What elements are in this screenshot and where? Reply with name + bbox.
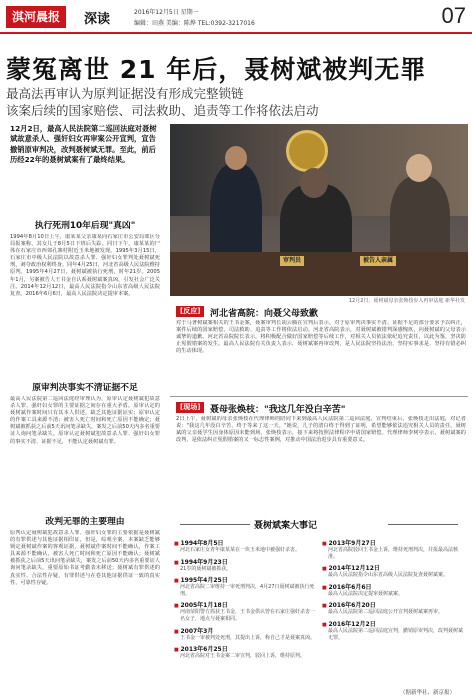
subtitle-2: 该案后续的国家赔偿、司法救助、追责等工作将依法启动 [6,103,319,118]
section-body-2: 最高人民法院第二巡回法庭经审理认为，原审认定聂树斌犯故意杀人罪、强奸妇女罪的主要证据之间存在重大矛盾。原审认定的聂树斌作案时间只有其本人供述，缺乏其他证据证实；原审认定的作案工具来源不清；被害人死亡时间和死亡原因不能确定；聂树斌被抓获之后前5天讯问笔录缺失，案发之后前50天内多名重要证人询问笔录缺失。原审认定聂树斌犯故意杀人罪、强奸妇女罪的事实不清、证据不足，不能认定聂树斌有罪。 [10,396,160,445]
timeline-title: 聂树斌案大事记 [254,521,318,531]
paper-logo: 淇河晨报 [6,6,66,28]
timeline-event: ■ 2016年12月2日 最高人民法院第二巡回法庭宣判，撤销原审判决，改判聂树斌无罪。 [322,619,467,641]
reaction-body: 对于马著树斌案相关的王书金案，聂案审判长胡云腾在宣判后表示，对于原审判决事实不清、证据不足的部分要求予以纠正，案件后续的国家赔偿、司法救助、追责等工作将依法启动。河北省高院表示，对聂树斌被错判深感愧疚，向聂树斌的父母表示诚挚的道歉。河北省高院院长表示，将积极配合做好国家赔偿等后续工作，对相关人员依法依纪追究责任，以此为鉴，坚决防止冤假错案的发生。最高人民法院有关负责人表示，聂树斌案再审改判，是人民法院坚持法治、坚持实事求是、坚持有错必纠的生动体现。 [176,320,466,355]
timeline-event: ■ 1994年8月5日 河北石家庄女青年康某某在一块玉米地中被强奸杀害。 [174,538,319,554]
photo-caption: 12月2日，聂树斌母亲张焕枝步入再审法庭 新华社发 [348,298,465,304]
headline: 蒙冤离世 21 年后，聂树斌被判无罪 [6,55,427,84]
timeline-event: ■ 2007年3月 王书金一审被判处死刑，其提出上诉，称自己才是聂案真凶。 [174,626,319,642]
timeline-left [174,538,319,663]
timeline-event: ■ 1995年4月25日 河北省高院二审维持一审死刑判决，4月27日聂树斌被执行死刑。 [174,575,319,597]
section-body-3: 原判认定聂树斌犯故意杀人罪、强奸妇女罪的主要依据是聂树斌的有罪供述与其他证据相印证，但是，综观全案，本案缺乏能够锁定聂树斌作案的客观证据，聂树斌作案时间不能确认，作案工具来源不能确认，被害人死亡时间和死亡原因不能确认；聂树斌被抓获之后前5天讯问笔录缺失，案发之后前50天内多名重要证人询问笔录缺失，重要原始书证考勤表未移送；聂树斌有罪供述的真实性、合法性存疑，有罪供述与在卷其他证据供证一致的真实性、可靠性存疑。 [10,530,160,586]
reaction-title: 河北省高院：向聂父母致歉 [210,309,319,319]
timeline-event: ■ 2016年6月20日 最高人民法院第二巡回法庭公开宣判聂树斌案再审。 [322,600,467,616]
section-title-2: 原审判决事实不清证据不足 [32,383,138,393]
timeline-event: ■ 2013年6月25日 河北省高院对王书金案二审宣判，驳回上诉，维持原判。 [174,644,319,660]
timeline-event: ■ 2005年1月18日 河南荥阳警方抓获王书金，王书金供认曾在石家庄强奸杀害一名女子，地点与聂案相同。 [174,600,319,622]
section-name: 深读 [84,12,111,27]
page-number: 07 [441,3,466,28]
court-emblem-icon [286,130,328,172]
timeline-event: ■ 2014年12月12日 最高人民法院指令山东省高级人民法院复查聂树斌案。 [322,563,467,579]
courtroom-photo [170,124,468,296]
editor-info: 编辑：田燕 美编：陈烨 TEL:0392-3217016 [134,20,255,27]
timeline-event: ■ 2013年9月27日 河北省高院驳回王书金上诉，维持死刑判决，并报最高法核准。 [322,538,467,560]
timeline-right [322,538,467,644]
timeline-event: ■ 1994年9月23日 21岁的聂树斌被抓获。 [174,557,319,573]
lead-paragraph: 12月2日，最高人民法院第二巡回法庭对聂树斌故意杀人、强奸妇女再审案公开宣判，宣告撤销原审判决，改判聂树斌无罪。至此，前后历经22年的聂树斌案有了最终结果。 [10,124,157,165]
scene-tag: [现场] [176,402,204,413]
subtitle-1: 最高法再审认为原判证据没有形成完整锁链 [6,86,244,101]
section-title-3: 改判无罪的主要理由 [45,517,125,527]
masthead [0,0,472,34]
section-title-1: 执行死刑10年后现"真凶" [34,221,136,231]
source-credit: （据新华社、新京报） [400,690,456,696]
divider [170,396,468,397]
timeline-header [170,518,468,532]
plaque-left: 审判员 [280,256,304,266]
timeline-event: ■ 2016年6月6日 最高人民法院决定提审聂树斌案。 [322,582,467,598]
reaction-tag: [反应] [176,306,204,317]
plaque-right: 被告人亲属 [360,256,396,266]
court-desk [170,252,468,296]
scene-title: 聂母张焕枝："我这几年没白辛苦" [210,405,346,415]
issue-date: 2016年12月5日 星期一 [134,9,199,16]
section-body-1: 1994年8月10日上午，康某某父亲康某向石家庄市公安局郊区分局报案称，其女儿于8月5日下班后失踪。同日下午，康某某的尸体在石家庄市西郊孔寨村附近玉米地被发现。1995年3月15日，石家庄市中级人民法院以故意杀人罪、强奸妇女罪判处聂树斌死刑，剥夺政治权利终身。同年4月25日，河北省高级人民法院维持原判。1995年4月27日，聂树斌被执行死刑，时年21岁。2005年1月，另案被告人王书金自认系聂树斌案真凶，引发社会广泛关注。2014年12月12日，最高人民法院指令山东省高级人民法院复查。2016年6月6日，最高人民法院决定提审本案。 [10,234,160,297]
scene-body: 2日上午，聂树斌的母亲张焕枝在代理律师的陪同下来到最高人民法院第二巡回法庭。宣判结束后，张焕枝走出法庭，对记者说："我这几年没白辛苦，终于等来了这一天。"她说，儿子的清白终于得到了证明，希望能够依法追究相关人员的责任。聂树斌的父亲聂学生因身体原因未能到场。张焕枝表示，接下来将按照法律程序申请国家赔偿。代理律师李树亭表示，聂树斌案的改判，是依法纠正冤假错案的又一标志性案例，对推动中国法治进步具有重要意义。 [176,416,466,444]
